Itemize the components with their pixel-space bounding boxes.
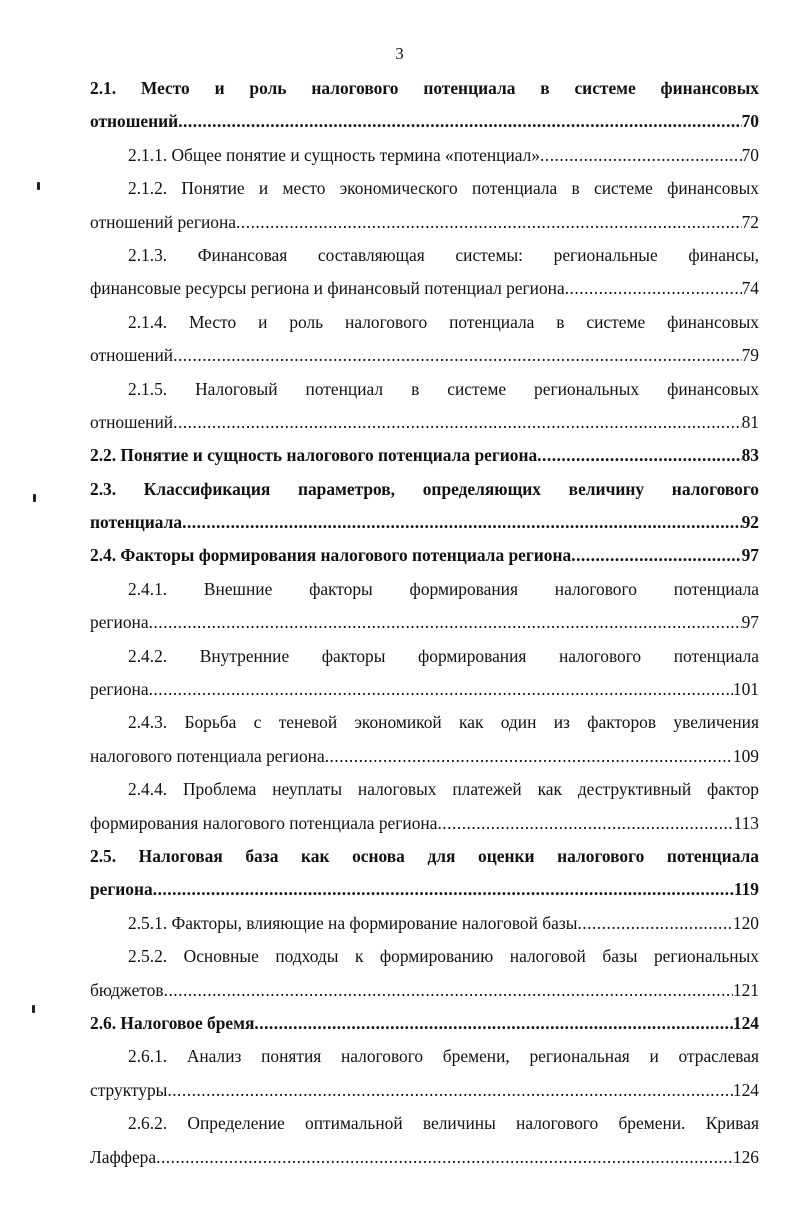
toc-title-line: 2.1.3. Финансовая составляющая системы: региональные финансы, [128, 244, 759, 265]
dot-leader [236, 206, 742, 239]
scan-mark [37, 182, 40, 190]
toc-leader-line [90, 740, 759, 773]
toc-leader-line [90, 506, 759, 539]
toc-leader-line [90, 907, 759, 940]
toc-page-number: 70 [741, 144, 759, 165]
toc-leader-line [90, 807, 759, 840]
toc-title-line: 2.6.2. Определение оптимальной величины налогового бремени. Кривая [128, 1113, 759, 1134]
dot-leader [537, 439, 741, 472]
dot-leader [254, 1007, 733, 1040]
table-of-contents [90, 72, 759, 1174]
toc-page-number: 72 [741, 211, 759, 232]
toc-title: структуры [90, 1079, 168, 1100]
toc-subsection[interactable] [90, 773, 759, 840]
toc-page-number: 97 [741, 545, 759, 566]
dot-leader [153, 873, 734, 906]
dot-leader [149, 606, 742, 639]
toc-subsection[interactable] [90, 373, 759, 440]
toc-page-number: 121 [732, 979, 759, 1000]
toc-title: 2.1.1. Общее понятие и сущность термина «потенциал» [128, 144, 540, 165]
dot-leader [182, 506, 742, 539]
toc-section[interactable] [90, 840, 759, 907]
toc-title: региона [90, 679, 149, 700]
page-number: 3 [395, 44, 404, 63]
toc-page-number: 83 [741, 445, 759, 466]
toc-leader-line [90, 1007, 759, 1040]
toc-section[interactable] [90, 1007, 759, 1040]
toc-page-number: 126 [732, 1146, 759, 1167]
toc-title-line: 2.4.4. Проблема неуплаты налоговых платежей как деструктивный фактор [128, 779, 759, 800]
toc-section[interactable] [90, 72, 759, 139]
toc-subsection[interactable] [90, 239, 759, 306]
toc-title: 2.2. Понятие и сущность налогового потенциала региона [90, 445, 538, 466]
toc-leader-line [90, 406, 759, 439]
toc-subsection[interactable] [90, 940, 759, 1007]
toc-title: отношений [90, 411, 174, 432]
dot-leader [149, 673, 733, 706]
toc-title: региона [90, 879, 153, 900]
toc-leader-line [90, 673, 759, 706]
dot-leader [173, 339, 742, 372]
toc-title: 2.6. Налоговое бремя [90, 1012, 255, 1033]
toc-page-number: 101 [732, 679, 759, 700]
dot-leader [540, 139, 742, 172]
toc-title: финансовые ресурсы региона и финансовый потенциал региона [90, 278, 565, 299]
toc-title: региона [90, 612, 149, 633]
toc-page-number: 124 [732, 1079, 759, 1100]
dot-leader [156, 1141, 733, 1174]
toc-leader-line [90, 139, 759, 172]
toc-title: 2.5.1. Факторы, влияющие на формирование налоговой базы [128, 912, 578, 933]
toc-title: потенциала [90, 512, 183, 533]
toc-leader-line [90, 974, 759, 1007]
toc-leader-line [90, 1074, 759, 1107]
toc-page-number: 109 [732, 745, 759, 766]
toc-title: 2.4. Факторы формирования налогового потенциала региона [90, 545, 572, 566]
toc-leader-line [90, 272, 759, 305]
toc-section[interactable] [90, 473, 759, 540]
toc-title: отношений [90, 345, 174, 366]
toc-section[interactable] [90, 439, 759, 472]
scan-mark [33, 494, 36, 502]
toc-page-number: 79 [741, 345, 759, 366]
dot-leader [164, 974, 733, 1007]
toc-subsection[interactable] [90, 1040, 759, 1107]
toc-page-number: 81 [741, 411, 759, 432]
toc-page-number: 92 [741, 512, 759, 533]
toc-subsection[interactable] [90, 907, 759, 940]
dot-leader [437, 807, 733, 840]
dot-leader [178, 105, 741, 138]
toc-subsection[interactable] [90, 306, 759, 373]
dot-leader [571, 539, 741, 572]
toc-title-line: 2.4.3. Борьба с теневой экономикой как один из факторов увеличения [128, 712, 759, 733]
toc-leader-line [90, 105, 759, 138]
toc-title: отношений [90, 111, 179, 132]
toc-section[interactable] [90, 539, 759, 572]
toc-title-line: 2.1.2. Понятие и место экономического потенциала в системе финансовых [128, 178, 759, 199]
toc-subsection[interactable] [90, 1107, 759, 1174]
toc-title-line: 2.6.1. Анализ понятия налогового бремени, региональная и отраслевая [128, 1046, 759, 1067]
toc-page-number: 97 [741, 612, 759, 633]
toc-title-line: 2.5. Налоговая база как основа для оценки налогового потенциала [90, 845, 759, 866]
toc-subsection[interactable] [90, 640, 759, 707]
toc-leader-line [90, 539, 759, 572]
toc-title: формирования налогового потенциала региона [90, 812, 438, 833]
dot-leader [173, 406, 742, 439]
toc-leader-line [90, 439, 759, 472]
toc-page-number: 70 [741, 111, 759, 132]
toc-subsection[interactable] [90, 706, 759, 773]
toc-title: отношений региона [90, 211, 237, 232]
toc-leader-line [90, 1141, 759, 1174]
dot-leader [167, 1074, 733, 1107]
toc-title-line: 2.4.1. Внешние факторы формирования налогового потенциала [128, 578, 759, 599]
toc-page-number: 74 [741, 278, 759, 299]
toc-subsection[interactable] [90, 139, 759, 172]
toc-title: Лаффера [90, 1146, 157, 1167]
toc-title-line: 2.3. Классификация параметров, определяющих величину налогового [90, 478, 759, 499]
toc-subsection[interactable] [90, 573, 759, 640]
toc-page-number: 120 [732, 912, 759, 933]
toc-leader-line [90, 206, 759, 239]
toc-title: бюджетов [90, 979, 164, 1000]
toc-page-number: 119 [733, 879, 759, 900]
toc-page-number: 113 [733, 812, 759, 833]
toc-subsection[interactable] [90, 172, 759, 239]
toc-title-line: 2.4.2. Внутренние факторы формирования налогового потенциала [128, 645, 759, 666]
toc-page-number: 124 [732, 1012, 759, 1033]
toc-title-line: 2.1.4. Место и роль налогового потенциала в системе финансовых [128, 311, 759, 332]
toc-title-line: 2.1. Место и роль налогового потенциала в системе финансовых [90, 78, 759, 98]
toc-title-line: 2.1.5. Налоговый потенциал в системе региональных финансовых [128, 378, 759, 399]
toc-title-line: 2.5.2. Основные подходы к формированию налоговой базы региональных [128, 946, 759, 967]
dot-leader [577, 907, 733, 940]
toc-leader-line [90, 606, 759, 639]
dot-leader [325, 740, 733, 773]
toc-leader-line [90, 339, 759, 372]
dot-leader [565, 272, 742, 305]
toc-leader-line [90, 873, 759, 906]
scan-mark [32, 1005, 35, 1013]
toc-title: налогового потенциала региона [90, 745, 325, 766]
